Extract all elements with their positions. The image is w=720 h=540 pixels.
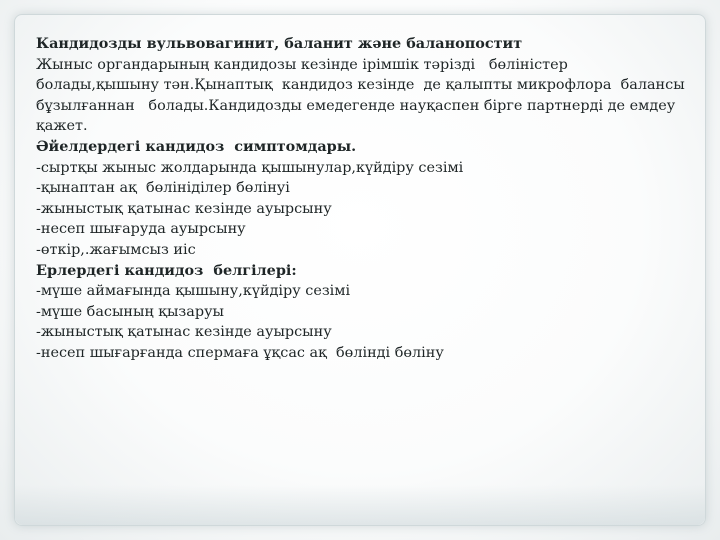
women-symptom-item: -несеп шығаруда ауырсыну <box>36 221 246 238</box>
slide-title: Кандидозды вульвовагинит, баланит және баланопостит <box>36 35 523 52</box>
women-symptom-item: -жыныстық қатынас кезінде ауырсыну <box>36 200 332 217</box>
men-symptom-item: -мүше басының қызаруы <box>36 303 224 320</box>
men-symptoms-heading: Ерлердегі кандидоз белгілері: <box>36 261 297 279</box>
women-symptom-item: -өткір,.жағымсыз иіс <box>36 241 196 258</box>
frame-bottom-shade <box>15 485 705 525</box>
intro-line-2: болады,қышыну тән.Қынаптық кандидоз кезінде де қалыпты микрофлора балансы <box>36 77 685 94</box>
intro-line-4: қажет. <box>36 118 88 135</box>
women-symptom-item: -сыртқы жыныс жолдарында қышынулар,күйдіру сезімі <box>36 159 464 176</box>
women-symptoms-heading: Әйелдердегі кандидоз симптомдары. <box>36 137 357 155</box>
women-symptom-item: -қынаптан ақ бөлініділер бөлінуі <box>36 180 290 197</box>
men-symptom-item: -несеп шығарғанда спермаға ұқсас ақ бөлінді бөліну <box>36 344 444 361</box>
slide-text-body <box>36 34 696 364</box>
intro-line-1: Жыныс органдарының кандидозы кезінде ірімшік тәрізді бөліністер <box>36 56 568 73</box>
men-symptom-item: -мүше аймағында қышыну,күйдіру сезімі <box>36 283 351 300</box>
men-symptom-item: -жыныстық қатынас кезінде ауырсыну <box>36 324 332 341</box>
intro-line-3: бұзылғаннан болады.Кандидозды емедегенде науқаспен бірге партнерді де емдеу <box>36 97 676 114</box>
